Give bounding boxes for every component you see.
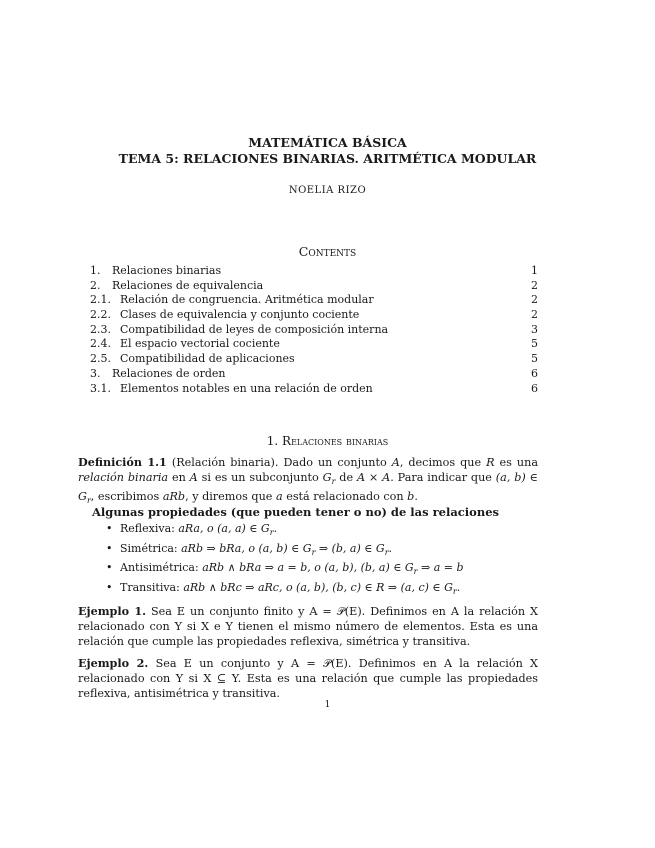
property-name: Transitiva:: [120, 581, 184, 595]
toc-entry-label: Relaciones binarias: [112, 264, 222, 277]
toc-entry-page: 6: [531, 381, 538, 395]
definition-text: , escribimos: [90, 490, 163, 504]
properties-list: [106, 521, 546, 600]
title-line-2: TEMA 5: RELACIONES BINARIAS. ARITMÉTICA MODULAR: [118, 151, 537, 166]
bullet-icon: •: [106, 561, 113, 575]
definition-text: si es un subconjunto: [197, 471, 323, 484]
definition-text: . Para indicar que: [390, 471, 496, 484]
definition-name: (Relación binaria).: [171, 456, 279, 469]
math-subscript: r: [311, 547, 316, 557]
toc-entry-page: 5: [531, 337, 538, 351]
toc-entry-number: 2.3.: [90, 322, 111, 336]
example-1-paragraph: [78, 604, 538, 649]
toc-entry-page: 5: [531, 352, 538, 366]
definition-paragraph: [78, 455, 538, 508]
toc-entry-number: 1.: [90, 264, 101, 277]
math: aRb ⇒ bRa, o (a, b) ∈ G: [181, 541, 312, 555]
math-subscript: r: [384, 547, 389, 557]
toc-entry-number: 3.1.: [90, 381, 111, 395]
definition-text: de: [335, 471, 357, 484]
toc-entry-number: 3.: [90, 366, 101, 380]
toc-entry[interactable]: [90, 293, 538, 308]
example-2-label: Ejemplo 2.: [78, 656, 149, 670]
toc-entry-number: 2.4.: [90, 337, 111, 351]
toc-entry[interactable]: [90, 323, 538, 338]
emphasis: relación binaria: [78, 471, 169, 484]
author: NOELIA RIZO: [288, 185, 367, 196]
toc-entry-label: Compatibilidad de leyes de composición interna: [120, 322, 389, 336]
definition-text: .: [414, 490, 418, 504]
toc-entry[interactable]: [90, 308, 538, 323]
toc-entry[interactable]: [90, 279, 538, 294]
math: aRb ∧ bRa ⇒ a = b, o (a, b), (b, a) ∈ G: [202, 561, 414, 575]
example-1-label: Ejemplo 1.: [78, 604, 147, 618]
definition-text: Dado un conjunto: [283, 456, 392, 469]
bullet-icon: •: [106, 581, 113, 595]
math: aRb ∧ bRc ⇒ aRc, o (a, b), (b, c) ∈ R ⇒ (a, c) ∈ G: [183, 581, 453, 595]
contents-heading: Contents: [298, 244, 357, 259]
list-item: [106, 541, 546, 561]
definition-label: Definición 1.1: [78, 455, 167, 469]
section-heading: 1. Relaciones binarias: [266, 434, 389, 448]
math-subscript: r: [331, 477, 336, 487]
list-item: [106, 521, 546, 541]
definition-text: , y diremos que: [185, 490, 276, 504]
toc-entry-label: Compatibilidad de aplicaciones: [120, 352, 295, 366]
toc-entry-page: 2: [531, 308, 538, 322]
math-subscript: r: [86, 496, 91, 506]
definition-text: es una: [494, 456, 539, 469]
math-subscript: r: [269, 528, 274, 538]
math: A: [189, 471, 198, 484]
toc-entry-page: 3: [531, 322, 538, 336]
math: ⇒ (b, a) ∈ G: [315, 541, 385, 555]
page-number: 1: [324, 700, 331, 710]
math: aRb: [162, 490, 186, 504]
example-2-paragraph: [78, 656, 538, 701]
table-of-contents: [90, 264, 538, 396]
toc-entry[interactable]: [90, 367, 538, 382]
toc-entry-label: El espacio vectorial cociente: [120, 337, 280, 351]
toc-entry-page: 6: [531, 366, 538, 380]
punctuation: .: [456, 581, 461, 595]
math: R: [486, 456, 495, 469]
math: (a, b) ∈ G: [78, 471, 538, 504]
toc-entry[interactable]: [90, 382, 538, 397]
properties-heading: Algunas propiedades (que pueden tener o no) de las relaciones: [92, 505, 499, 519]
definition-text: en: [168, 471, 190, 484]
math: b: [407, 490, 415, 504]
property-name: Reflexiva:: [120, 522, 179, 535]
math: A × A: [356, 471, 391, 484]
toc-entry-label: Relaciones de equivalencia: [112, 278, 264, 292]
toc-entry-number: 2.: [90, 278, 101, 292]
toc-entry[interactable]: [90, 337, 538, 352]
punctuation: .: [273, 522, 278, 535]
math: aRa, o (a, a) ∈ G: [178, 522, 270, 535]
toc-entry-page: 1: [531, 264, 538, 277]
math-subscript: r: [413, 567, 418, 577]
toc-entry-number: 2.2.: [90, 308, 111, 322]
math: G: [322, 471, 332, 484]
example-2-text: Sea E un conjunto y A = 𝒫(E). Definimos en A la relación X relacionado con Y si X ⊆ Y. Esta es una relación que cumple las propiedades reflexiva, antisimétrica y transitiva.: [78, 657, 538, 700]
math: ⇒ a = b: [417, 561, 464, 575]
toc-entry-label: Relaciones de orden: [112, 366, 226, 380]
toc-entry-number: 2.5.: [90, 352, 111, 366]
toc-entry[interactable]: [90, 352, 538, 367]
property-name: Simétrica:: [120, 541, 182, 555]
toc-entry-page: 2: [531, 278, 538, 292]
toc-entry-page: 2: [531, 293, 538, 307]
math: A: [391, 456, 400, 469]
list-item: [106, 560, 546, 580]
toc-entry-number: 2.1.: [90, 293, 111, 307]
definition-text: está relacionado con: [282, 490, 408, 504]
definition-text: , decimos que: [399, 456, 487, 469]
toc-entry-label: Elementos notables en una relación de orden: [120, 381, 373, 395]
property-name: Antisimétrica:: [120, 561, 203, 575]
bullet-icon: •: [106, 522, 113, 535]
toc-entry[interactable]: [90, 264, 538, 279]
math-subscript: r: [452, 587, 457, 597]
math: a: [275, 490, 283, 504]
bullet-icon: •: [106, 541, 113, 555]
example-1-text: Sea E un conjunto finito y A = 𝒫(E). Definimos en A la relación X relacionado con Y si X e Y tienen el mismo número de elementos. Esta es una relación que cumple las propiedades reflexiva, simétrica y transitiva.: [78, 605, 538, 648]
title-line-1: MATEMÁTICA BÁSICA: [248, 135, 407, 150]
toc-entry-label: Relación de congruencia. Aritmética modular: [120, 293, 374, 307]
punctuation: .: [388, 541, 393, 555]
toc-entry-label: Clases de equivalencia y conjunto cociente: [120, 308, 360, 322]
list-item: [106, 580, 546, 600]
